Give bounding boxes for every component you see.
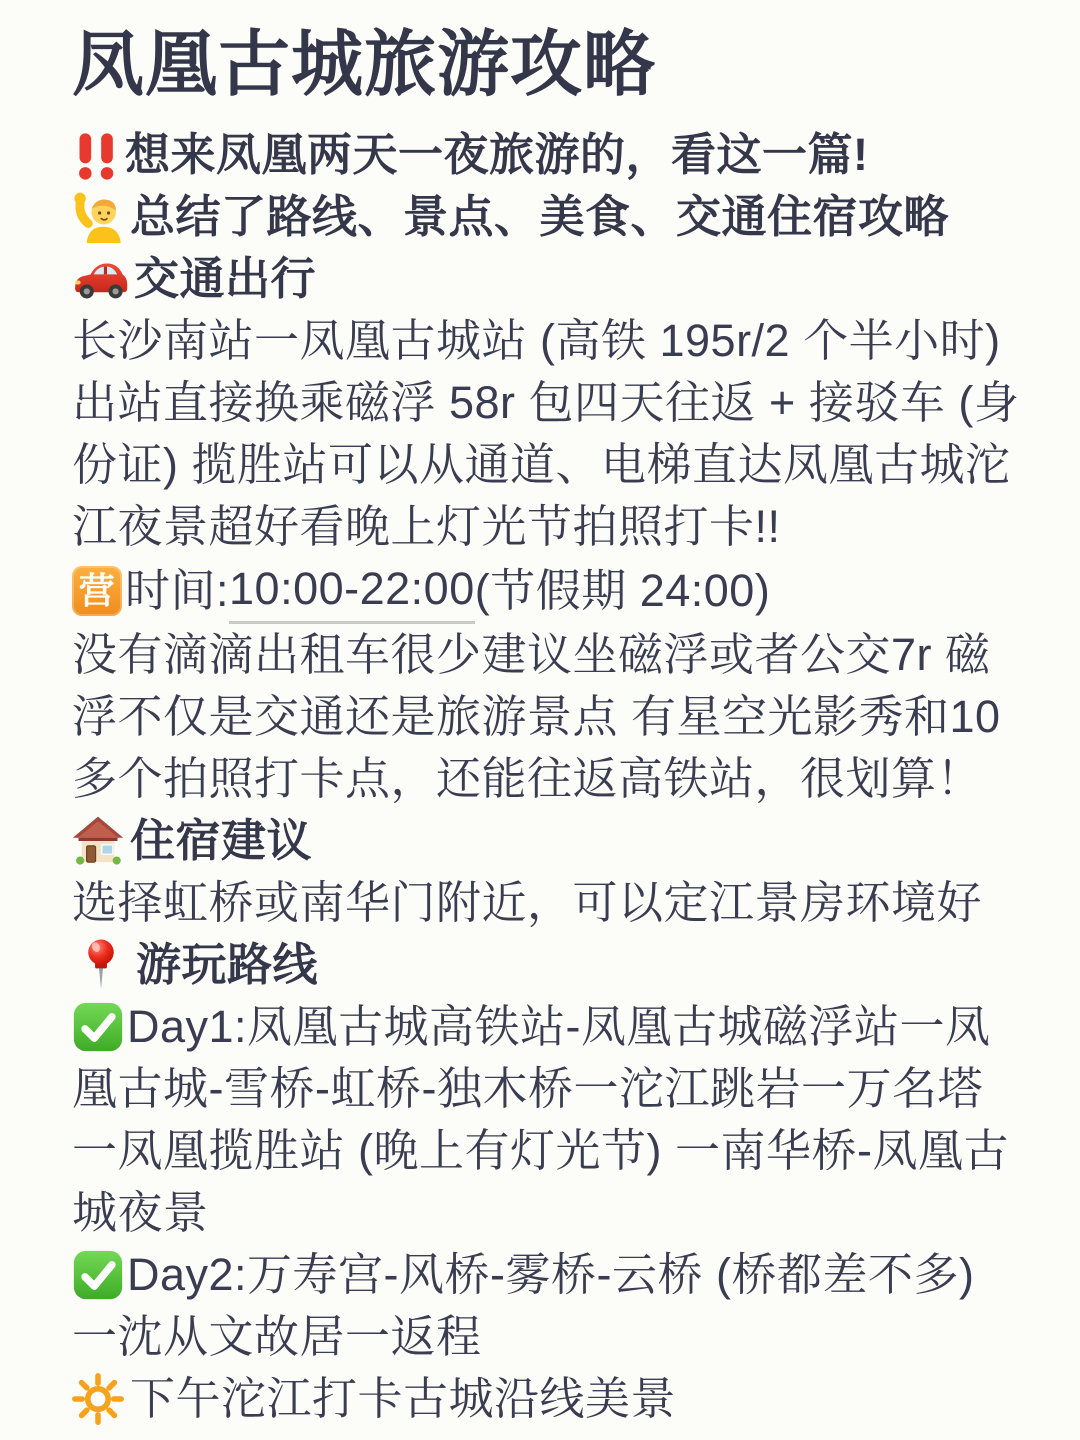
line-text: 浮不仅是交通还是旅游景点 有星空光影秀和10 <box>72 691 1001 742</box>
hours-suffix: (节假期 24:00) <box>474 565 771 616</box>
hours-underlined: 10:00-22:00 <box>229 558 475 624</box>
content-line <box>72 1182 1040 1244</box>
content-line <box>72 434 1040 496</box>
person-raising-hand-icon <box>72 191 124 243</box>
content-line <box>72 496 1040 558</box>
content-line <box>72 372 1040 434</box>
hours-prefix: 时间: <box>125 565 230 616</box>
double-exclamation-icon <box>72 130 122 180</box>
content-line <box>72 686 1040 748</box>
line-text: 凰古城-雪桥-虹桥-独木桥一沱江跳岩一万名塔 <box>72 1063 983 1114</box>
line-text: 选择虹桥或南华门附近，可以定江景房环境好 <box>72 877 983 928</box>
line-text: 一凤凰揽胜站 (晚上有灯光节) 一南华桥-凤凰古 <box>72 1125 1009 1176</box>
content-line <box>72 248 1040 310</box>
line-text: 住宿建议 <box>130 815 313 866</box>
content-line <box>72 1120 1040 1182</box>
red-car-icon <box>72 257 128 301</box>
line-text: 城夜景 <box>72 1187 209 1238</box>
open-for-business-icon <box>72 566 122 616</box>
line-text: 下午沱江打卡古城沿线美景 <box>130 1373 677 1424</box>
content-line <box>72 872 1040 934</box>
line-text: 总结了路线、景点、美食、交通住宿攻略 <box>130 191 950 242</box>
content-line <box>72 1058 1040 1120</box>
line-text: Day2:万寿宫-风桥-雾桥-云桥 (桥都差不多) <box>127 1249 975 1300</box>
content-line <box>72 310 1040 372</box>
round-pushpin-icon <box>84 936 118 994</box>
line-text: 出站直接换乘磁浮 58r 包四天往返 + 接驳车 (身 <box>72 377 1020 428</box>
page-title: 凤凰古城旅游攻略 <box>72 25 657 105</box>
check-mark-icon <box>72 1249 124 1301</box>
line-text: 没有滴滴出租车很少建议坐磁浮或者公交7r 磁 <box>72 629 991 680</box>
content-line <box>72 124 1040 186</box>
line-text: 江夜景超好看晚上灯光节拍照打卡!! <box>72 501 781 552</box>
line-text: 份证) 揽胜站可以从通道、电梯直达凤凰古城沱 <box>72 439 1011 490</box>
content-line <box>72 748 1040 810</box>
content-line <box>72 996 1040 1058</box>
line-text: 长沙南站一凤凰古城站 (高铁 195r/2 个半小时) <box>72 315 1001 366</box>
content-line <box>72 1368 1040 1430</box>
check-mark-icon <box>72 1001 124 1053</box>
line-text: 想来凤凰两天一夜旅游的，看这一篇! <box>125 129 869 180</box>
line-text: Day1:凤凰古城高铁站-凤凰古城磁浮站一凤 <box>127 1001 991 1052</box>
line-text: 一沈从文故居一返程 <box>72 1311 482 1362</box>
line-text: 游玩路线 <box>136 939 319 990</box>
line-text: 交通出行 <box>134 253 317 304</box>
content-line <box>72 624 1040 686</box>
house-icon <box>72 815 124 867</box>
content-line <box>72 186 1040 248</box>
content-line <box>72 1244 1040 1306</box>
content-line <box>72 810 1040 872</box>
content-line <box>72 934 1040 996</box>
content-line <box>72 1306 1040 1368</box>
line-text: 多个拍照打卡点，还能往返高铁站，很划算！ <box>72 753 983 804</box>
business-hours-line <box>72 558 1040 624</box>
open-for-business-badge: 营 <box>72 566 122 616</box>
sun-icon <box>72 1373 124 1425</box>
